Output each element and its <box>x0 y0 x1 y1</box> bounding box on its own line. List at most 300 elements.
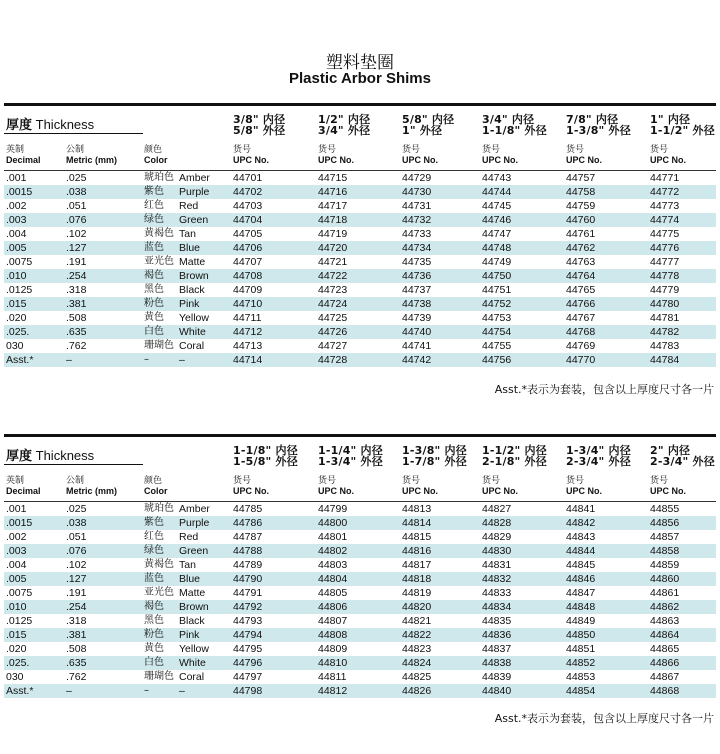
upc-number: 44711 <box>233 312 262 324</box>
color-name-cn: 黄褐色 <box>144 228 174 239</box>
table-row <box>4 656 716 670</box>
metric-value: .051 <box>66 531 87 543</box>
size-outer-diameter: 3/4" 外径 <box>318 124 371 137</box>
decimal-value: .0015 <box>6 186 33 198</box>
table-row <box>4 572 716 586</box>
upc-number: 44860 <box>650 573 680 585</box>
metric-value: .318 <box>66 615 87 627</box>
metric-value: .051 <box>66 200 87 212</box>
decimal-value: .004 <box>6 228 27 240</box>
decimal-value: .002 <box>6 531 27 543</box>
metric-value: .025 <box>66 503 87 515</box>
table-row <box>4 339 716 353</box>
color-name-cn: 白色 <box>144 326 164 337</box>
metric-value: .102 <box>66 228 87 240</box>
upc-number: 44733 <box>402 228 432 240</box>
color-name-cn: 黑色 <box>144 284 164 295</box>
upc-number: 44773 <box>650 200 680 212</box>
metric-value: .038 <box>66 186 87 198</box>
upc-number: 44735 <box>402 256 432 268</box>
color-name-en: White <box>179 657 206 669</box>
upc-number: 44787 <box>233 531 263 543</box>
size-inner-diameter: 1-1/2" 内径 <box>482 444 547 457</box>
color-name-cn: 珊瑚色 <box>144 340 174 351</box>
upc-number: 44856 <box>650 517 680 529</box>
metric-value: .076 <box>66 545 87 557</box>
upc-label-en: UPC No. <box>482 486 518 496</box>
upc-number: 44802 <box>318 545 348 557</box>
table-row <box>4 614 716 628</box>
metric-value: .254 <box>66 270 87 282</box>
upc-label-en: UPC No. <box>402 486 438 496</box>
color-name-cn: 珊瑚色 <box>144 671 174 682</box>
upc-number: 44794 <box>233 629 263 641</box>
upc-number: 44710 <box>233 298 263 310</box>
upc-number: 44855 <box>650 503 680 515</box>
size-outer-diameter: 1-3/8" 外径 <box>566 124 631 137</box>
upc-label-en: UPC No. <box>233 486 269 496</box>
upc-number: 44851 <box>566 643 596 655</box>
upc-number: 44726 <box>318 326 348 338</box>
upc-label-cn: 货号 <box>233 476 252 486</box>
metric-value: .635 <box>66 657 87 669</box>
table-row <box>4 199 716 213</box>
size-heading <box>482 445 547 467</box>
upc-number: 44756 <box>482 354 512 366</box>
decimal-value: .005 <box>6 242 27 254</box>
color-name-en: Black <box>179 615 205 627</box>
decimal-value: .010 <box>6 601 27 613</box>
decimal-value: .0075 <box>6 587 33 599</box>
upc-number: 44815 <box>402 531 432 543</box>
size-outer-diameter: 1" 外径 <box>402 124 443 137</box>
color-name-en: Tan <box>179 228 196 240</box>
upc-number: 44857 <box>650 531 680 543</box>
decimal-value: .004 <box>6 559 27 571</box>
thickness-label-en: Thickness <box>35 448 95 463</box>
upc-number: 44704 <box>233 214 263 226</box>
upc-number: 44712 <box>233 326 263 338</box>
decimal-value: .0075 <box>6 256 33 268</box>
metric-value: .508 <box>66 312 87 324</box>
color-name-cn: 黄褐色 <box>144 559 174 570</box>
upc-number: 44790 <box>233 573 263 585</box>
upc-number: 44829 <box>482 531 512 543</box>
upc-label-cn: 货号 <box>402 476 421 486</box>
table-row <box>4 255 716 269</box>
decimal-value: .002 <box>6 200 27 212</box>
upc-number: 44739 <box>402 312 432 324</box>
upc-number: 44753 <box>482 312 512 324</box>
upc-label-cn: 货号 <box>482 476 501 486</box>
metric-value: .762 <box>66 340 87 352</box>
table-row <box>4 670 716 684</box>
size-inner-diameter: 3/8" 内径 <box>233 113 286 126</box>
upc-number: 44807 <box>318 615 348 627</box>
color-name-en: Matte <box>179 587 206 599</box>
upc-number: 44714 <box>233 354 263 366</box>
color-name-cn: 红色 <box>144 531 164 542</box>
table-row <box>4 502 716 516</box>
upc-number: 44847 <box>566 587 596 599</box>
upc-number: 44864 <box>650 629 680 641</box>
color-name-cn: 白色 <box>144 657 164 668</box>
size-heading <box>566 114 631 136</box>
upc-number: 44849 <box>566 615 596 627</box>
upc-number: 44788 <box>233 545 263 557</box>
thickness-label-cn: 厚度 <box>6 118 33 133</box>
metric-value: .508 <box>66 643 87 655</box>
upc-number: 44791 <box>233 587 263 599</box>
size-inner-diameter: 1/2" 内径 <box>318 113 371 126</box>
decimal-value: .005 <box>6 573 27 585</box>
upc-label-cn: 货号 <box>318 145 337 155</box>
upc-number: 44801 <box>318 531 348 543</box>
upc-number: 44705 <box>233 228 263 240</box>
color-name-cn: – <box>144 354 149 365</box>
size-inner-diameter: 1" 内径 <box>650 113 691 126</box>
upc-number: 44778 <box>650 270 680 282</box>
size-heading <box>566 445 631 467</box>
decimal-label-en: Decimal <box>6 486 41 496</box>
table-row <box>4 600 716 614</box>
decimal-value: .025. <box>6 326 30 338</box>
color-name-en: – <box>179 354 185 366</box>
upc-number: 44703 <box>233 200 263 212</box>
color-name-en: Coral <box>179 671 205 683</box>
upc-number: 44774 <box>650 214 680 226</box>
decimal-value: 030 <box>6 671 24 683</box>
metric-label-en: Metric (mm) <box>66 155 118 165</box>
metric-value: .762 <box>66 671 87 683</box>
upc-label-en: UPC No. <box>566 486 602 496</box>
upc-number: 44816 <box>402 545 432 557</box>
decimal-value: .025. <box>6 657 30 669</box>
upc-number: 44744 <box>482 186 512 198</box>
color-name-cn: 绿色 <box>144 214 164 225</box>
upc-number: 44783 <box>650 340 680 352</box>
upc-number: 44796 <box>233 657 263 669</box>
color-name-cn: 蓝色 <box>144 242 164 253</box>
upc-number: 44826 <box>402 685 432 697</box>
upc-number: 44850 <box>566 629 596 641</box>
upc-number: 44809 <box>318 643 348 655</box>
table-row <box>4 311 716 325</box>
color-name-en: Blue <box>179 242 201 254</box>
upc-label-cn: 货号 <box>650 145 669 155</box>
size-inner-diameter: 1-3/4" 内径 <box>566 444 631 457</box>
thickness-rule <box>4 133 143 134</box>
upc-number: 44767 <box>566 312 596 324</box>
table-row <box>4 544 716 558</box>
color-name-en: Yellow <box>179 643 209 655</box>
thickness-label-cn: 厚度 <box>6 449 33 464</box>
decimal-value: Asst.* <box>6 354 34 366</box>
color-name-en: Coral <box>179 340 205 352</box>
upc-number: 44749 <box>482 256 512 268</box>
upc-number: 44752 <box>482 298 512 310</box>
upc-number: 44808 <box>318 629 348 641</box>
table-header <box>4 106 716 170</box>
decimal-label-cn: 英制 <box>6 145 25 155</box>
upc-number: 44812 <box>318 685 348 697</box>
thickness-heading <box>6 445 94 464</box>
upc-number: 44725 <box>318 312 348 324</box>
decimal-value: .001 <box>6 503 27 515</box>
upc-number: 44742 <box>402 354 432 366</box>
upc-number: 44831 <box>482 559 512 571</box>
color-name-en: Blue <box>179 573 201 585</box>
upc-number: 44706 <box>233 242 263 254</box>
color-name-cn: 蓝色 <box>144 573 164 584</box>
upc-number: 44813 <box>402 503 432 515</box>
upc-number: 44729 <box>402 172 432 184</box>
color-name-en: – <box>179 685 185 697</box>
thickness-label-en: Thickness <box>35 117 95 132</box>
upc-number: 44779 <box>650 284 680 296</box>
color-name-en: Matte <box>179 256 206 268</box>
upc-number: 44852 <box>566 657 596 669</box>
thickness-heading <box>6 114 94 133</box>
upc-number: 44868 <box>650 685 680 697</box>
color-name-en: Red <box>179 531 199 543</box>
upc-number: 44728 <box>318 354 348 366</box>
page-title-cn: 塑料垫圈 <box>326 53 394 73</box>
upc-number: 44861 <box>650 587 680 599</box>
metric-value: .381 <box>66 298 87 310</box>
upc-number: 44806 <box>318 601 348 613</box>
upc-number: 44821 <box>402 615 432 627</box>
upc-label-en: UPC No. <box>233 155 269 165</box>
upc-number: 44824 <box>402 657 432 669</box>
size-outer-diameter: 1-5/8" 外径 <box>233 455 298 468</box>
upc-number: 44867 <box>650 671 680 683</box>
decimal-label-en: Decimal <box>6 155 41 165</box>
color-label-cn: 颜色 <box>144 145 163 155</box>
color-name-cn: 红色 <box>144 200 164 211</box>
upc-number: 44702 <box>233 186 263 198</box>
upc-number: 44771 <box>650 172 680 184</box>
table-row <box>4 185 716 199</box>
upc-number: 44819 <box>402 587 432 599</box>
upc-number: 44859 <box>650 559 680 571</box>
upc-number: 44715 <box>318 172 348 184</box>
table-row <box>4 227 716 241</box>
upc-number: 44759 <box>566 200 596 212</box>
upc-number: 44751 <box>482 284 512 296</box>
upc-number: 44837 <box>482 643 512 655</box>
upc-number: 44853 <box>566 671 596 683</box>
color-name-cn: 粉色 <box>144 298 164 309</box>
color-label-en: Color <box>144 486 168 496</box>
color-name-cn: 亚光色 <box>144 587 174 598</box>
color-name-en: Red <box>179 200 199 212</box>
metric-value: – <box>66 685 72 697</box>
upc-number: 44800 <box>318 517 348 529</box>
upc-label-en: UPC No. <box>650 486 686 496</box>
upc-number: 44805 <box>318 587 348 599</box>
metric-value: .038 <box>66 517 87 529</box>
color-name-en: Amber <box>179 172 210 184</box>
metric-value: .102 <box>66 559 87 571</box>
size-outer-diameter: 1-3/4" 外径 <box>318 455 383 468</box>
upc-number: 44846 <box>566 573 596 585</box>
color-name-cn: 紫色 <box>144 517 164 528</box>
color-name-en: White <box>179 326 206 338</box>
upc-number: 44766 <box>566 298 596 310</box>
metric-label-en: Metric (mm) <box>66 486 118 496</box>
color-name-cn: 紫色 <box>144 186 164 197</box>
upc-number: 44810 <box>318 657 348 669</box>
upc-number: 44848 <box>566 601 596 613</box>
upc-number: 44717 <box>318 200 348 212</box>
upc-number: 44839 <box>482 671 512 683</box>
upc-number: 44822 <box>402 629 432 641</box>
color-name-en: Purple <box>179 186 210 198</box>
upc-number: 44750 <box>482 270 512 282</box>
upc-number: 44723 <box>318 284 348 296</box>
upc-number: 44701 <box>233 172 263 184</box>
metric-value: .127 <box>66 242 87 254</box>
upc-number: 44865 <box>650 643 680 655</box>
upc-label-cn: 货号 <box>566 145 585 155</box>
upc-label-cn: 货号 <box>233 145 252 155</box>
size-heading <box>318 114 370 136</box>
upc-number: 44798 <box>233 685 263 697</box>
upc-label-en: UPC No. <box>318 486 354 496</box>
upc-number: 44832 <box>482 573 512 585</box>
decimal-value: .015 <box>6 629 27 641</box>
table-row <box>4 213 716 227</box>
upc-number: 44716 <box>318 186 348 198</box>
upc-number: 44792 <box>233 601 263 613</box>
thickness-rule <box>4 464 143 465</box>
size-outer-diameter: 1-1/2" 外径 <box>650 124 715 137</box>
size-outer-diameter: 2-3/4" 外径 <box>650 455 715 468</box>
size-outer-diameter: 2-1/8" 外径 <box>482 455 547 468</box>
upc-number: 44795 <box>233 643 263 655</box>
upc-number: 44762 <box>566 242 596 254</box>
table-row <box>4 269 716 283</box>
metric-value: .191 <box>66 256 87 268</box>
table-row <box>4 353 716 367</box>
upc-number: 44722 <box>318 270 348 282</box>
upc-number: 44718 <box>318 214 348 226</box>
color-label-en: Color <box>144 155 168 165</box>
table-row <box>4 558 716 572</box>
upc-number: 44780 <box>650 298 680 310</box>
upc-number: 44858 <box>650 545 680 557</box>
upc-number: 44746 <box>482 214 512 226</box>
table-row <box>4 171 716 185</box>
upc-number: 44814 <box>402 517 432 529</box>
decimal-value: 030 <box>6 340 24 352</box>
upc-number: 44830 <box>482 545 512 557</box>
upc-number: 44758 <box>566 186 596 198</box>
upc-number: 44804 <box>318 573 348 585</box>
upc-number: 44777 <box>650 256 680 268</box>
upc-number: 44736 <box>402 270 432 282</box>
color-name-cn: 褐色 <box>144 270 164 281</box>
upc-number: 44769 <box>566 340 596 352</box>
upc-number: 44721 <box>318 256 348 268</box>
decimal-value: .020 <box>6 312 27 324</box>
size-inner-diameter: 1-1/4" 内径 <box>318 444 383 457</box>
upc-number: 44770 <box>566 354 596 366</box>
upc-number: 44775 <box>650 228 680 240</box>
decimal-value: .0125 <box>6 615 33 627</box>
metric-value: .025 <box>66 172 87 184</box>
table-2-note: Asst.*表示为套装，包含以上厚度尺寸各一片 <box>494 712 714 725</box>
upc-number: 44823 <box>402 643 432 655</box>
upc-number: 44781 <box>650 312 680 324</box>
upc-number: 44745 <box>482 200 512 212</box>
upc-number: 44740 <box>402 326 432 338</box>
metric-value: .381 <box>66 629 87 641</box>
upc-number: 44841 <box>566 503 596 515</box>
color-name-cn: 亚光色 <box>144 256 174 267</box>
size-heading <box>402 445 467 467</box>
upc-label-en: UPC No. <box>566 155 602 165</box>
upc-number: 44854 <box>566 685 596 697</box>
color-name-en: Brown <box>179 270 209 282</box>
metric-value: .076 <box>66 214 87 226</box>
decimal-value: .0015 <box>6 517 33 529</box>
upc-number: 44786 <box>233 517 263 529</box>
upc-number: 44763 <box>566 256 596 268</box>
color-name-cn: 琥珀色 <box>144 503 174 514</box>
decimal-value: .010 <box>6 270 27 282</box>
upc-number: 44793 <box>233 615 263 627</box>
upc-number: 44797 <box>233 671 263 683</box>
upc-label-cn: 货号 <box>318 476 337 486</box>
upc-number: 44719 <box>318 228 348 240</box>
color-name-en: Pink <box>179 629 200 641</box>
table-row <box>4 642 716 656</box>
color-name-cn: 黄色 <box>144 643 164 654</box>
size-heading <box>650 114 715 136</box>
upc-number: 44789 <box>233 559 263 571</box>
upc-number: 44772 <box>650 186 680 198</box>
color-name-en: Tan <box>179 559 196 571</box>
decimal-value: Asst.* <box>6 685 34 697</box>
color-name-cn: 绿色 <box>144 545 164 556</box>
color-name-en: Pink <box>179 298 200 310</box>
upc-number: 44785 <box>233 503 263 515</box>
color-name-en: Black <box>179 284 205 296</box>
upc-number: 44764 <box>566 270 596 282</box>
upc-number: 44834 <box>482 601 512 613</box>
upc-number: 44731 <box>402 200 432 212</box>
upc-number: 44828 <box>482 517 512 529</box>
table-body <box>4 501 716 698</box>
upc-number: 44738 <box>402 298 432 310</box>
upc-number: 44862 <box>650 601 680 613</box>
color-name-cn: 褐色 <box>144 601 164 612</box>
upc-number: 44730 <box>402 186 432 198</box>
size-heading <box>482 114 547 136</box>
upc-number: 44734 <box>402 242 432 254</box>
upc-number: 44863 <box>650 615 680 627</box>
size-outer-diameter: 1-7/8" 外径 <box>402 455 467 468</box>
metric-value: .318 <box>66 284 87 296</box>
upc-number: 44835 <box>482 615 512 627</box>
upc-number: 44827 <box>482 503 512 515</box>
upc-number: 44709 <box>233 284 263 296</box>
upc-label-en: UPC No. <box>482 155 518 165</box>
table-body <box>4 170 716 367</box>
size-inner-diameter: 2" 内径 <box>650 444 691 457</box>
